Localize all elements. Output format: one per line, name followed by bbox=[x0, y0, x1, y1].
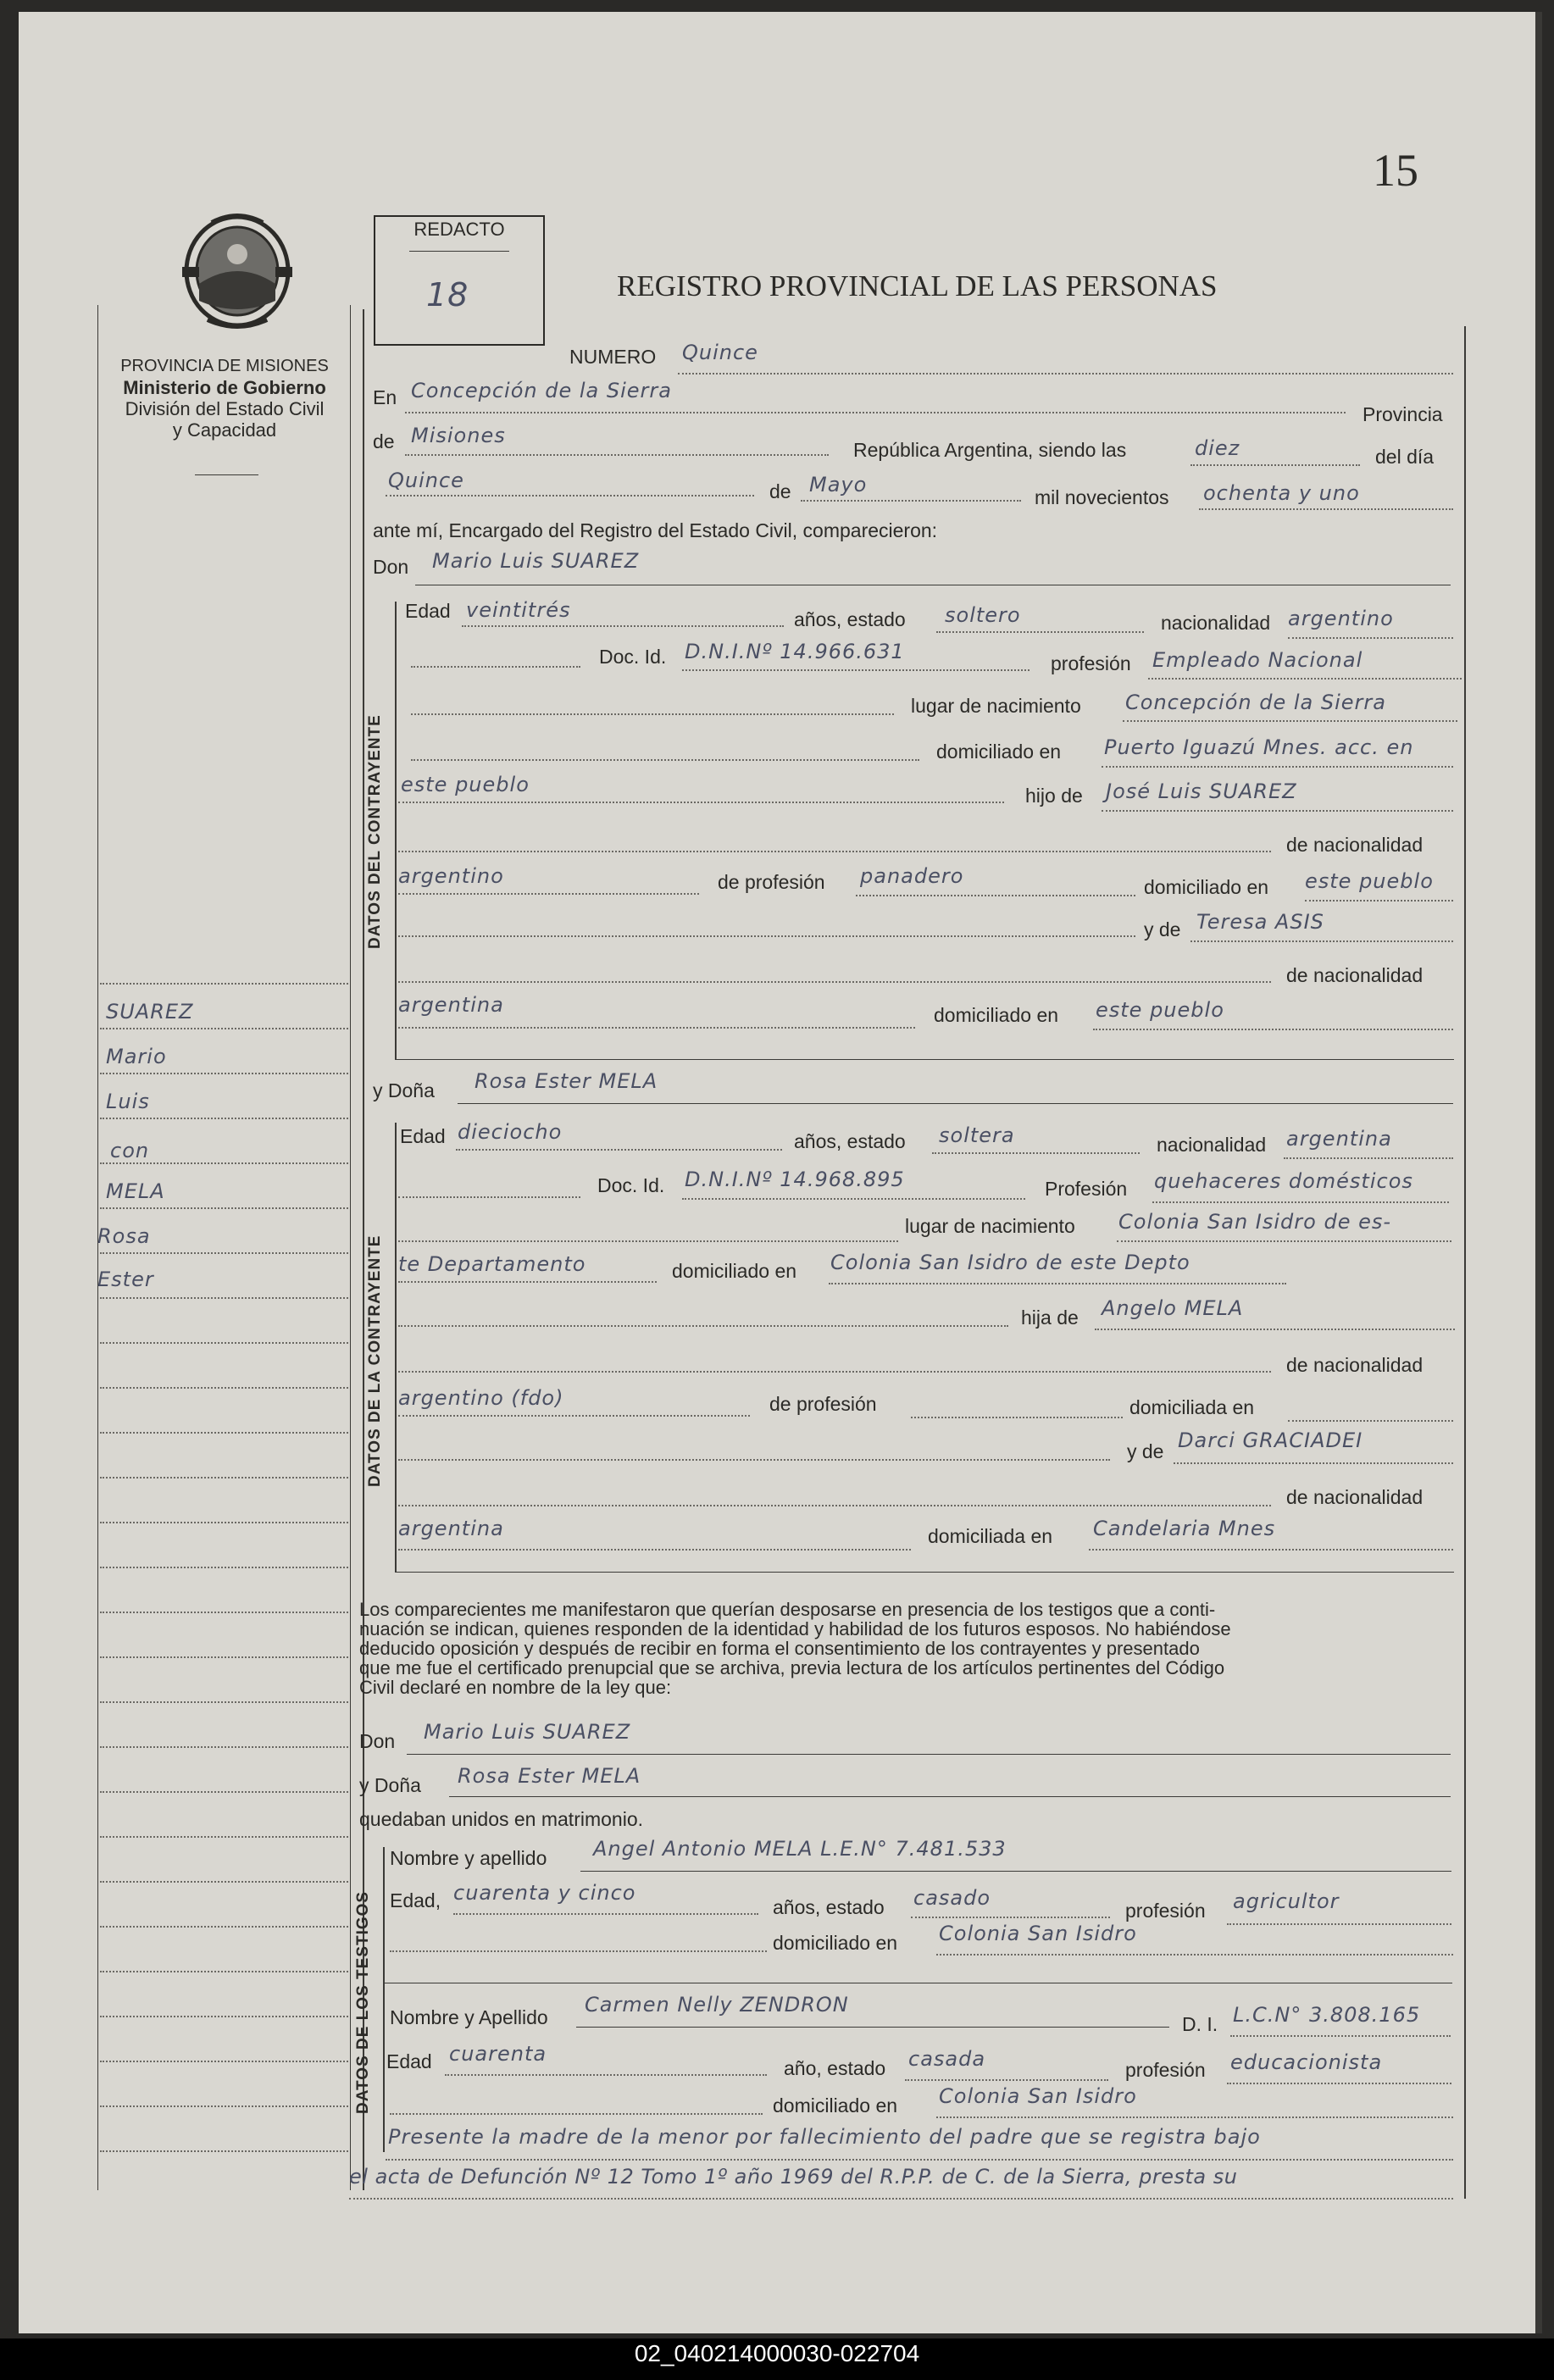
margin-surname-2: MELA bbox=[106, 1179, 165, 1203]
groom-mother-nationality: argentina bbox=[398, 993, 504, 1017]
bride-years-label: años, estado bbox=[794, 1130, 906, 1152]
bride-section-bracket bbox=[395, 1123, 397, 1572]
document-title: REGISTRO PROVINCIAL DE LAS PERSONAS bbox=[617, 269, 1218, 302]
groom-nationality: argentino bbox=[1288, 607, 1394, 630]
declaration-line: Los comparecientes me manifestaron que querían desposarse en presencia de los testigos que a conti- bbox=[359, 1599, 1216, 1620]
province-label: PROVINCIA DE MISIONES bbox=[120, 357, 329, 375]
decl-groom-name: Mario Luis SUAREZ bbox=[424, 1720, 631, 1744]
redacto-label: REDACTO bbox=[413, 219, 505, 240]
margin-right-border bbox=[350, 305, 351, 2190]
groom-profession-label: profesión bbox=[1051, 652, 1131, 674]
groom-nationality-label: nacionalidad bbox=[1161, 612, 1271, 634]
groom-father-nationality: argentino bbox=[398, 864, 504, 888]
groom-years-label: años, estado bbox=[794, 608, 906, 630]
groom-mother: Teresa ASIS bbox=[1196, 910, 1324, 934]
bride-name: Rosa Ester MELA bbox=[475, 1069, 658, 1093]
margin-rule-line bbox=[100, 1028, 348, 1029]
witness1-name: Angel Antonio MELA L.E.N° 7.481.533 bbox=[593, 1837, 1007, 1861]
witness1-civil-status: casado bbox=[913, 1886, 991, 1910]
groom-father: José Luis SUAREZ bbox=[1106, 779, 1297, 803]
witness2-domicile: Colonia San Isidro bbox=[939, 2084, 1137, 2108]
day-value: Quince bbox=[388, 469, 464, 492]
witness1-age: cuarenta y cinco bbox=[453, 1881, 636, 1905]
groom-section-label: DATOS DEL CONTRAYENTE bbox=[366, 714, 384, 949]
declaration-text bbox=[359, 1600, 1452, 1697]
page-number: 15 bbox=[1373, 145, 1418, 196]
groom-son-of-label: hijo de bbox=[1025, 785, 1083, 807]
margin-rule-line bbox=[100, 1881, 348, 1883]
ante-label: ante mí, Encargado del Registro del Estado Civil, comparecieron: bbox=[373, 519, 938, 541]
bride-civil-status: soltera bbox=[939, 1123, 1015, 1147]
left-header bbox=[85, 356, 364, 441]
margin-first-name: Mario bbox=[106, 1045, 167, 1068]
margin-surname: SUAREZ bbox=[106, 1000, 194, 1024]
bride-profession: quehaceres domésticos bbox=[1154, 1169, 1413, 1193]
bride-domicile: Colonia San Isidro de este Depto bbox=[830, 1251, 1190, 1274]
groom-mother-label: y de bbox=[1144, 918, 1181, 940]
numero-value: Quince bbox=[682, 341, 758, 364]
numero-label: NUMERO bbox=[569, 346, 657, 368]
don-label: Don bbox=[373, 556, 409, 578]
witness2-age-label: Edad bbox=[386, 2050, 432, 2072]
bride-profession-label: Profesión bbox=[1045, 1178, 1128, 1200]
groom-age-label: Edad bbox=[405, 600, 451, 622]
margin-second-name: Luis bbox=[106, 1090, 150, 1113]
redacto-value: 18 bbox=[426, 276, 469, 313]
bride-nationality-label: nacionalidad bbox=[1157, 1134, 1267, 1156]
witness2-years-label: año, estado bbox=[784, 2057, 886, 2079]
groom-domicile-label: domiciliado en bbox=[936, 741, 1062, 763]
bride-mother-domicile-label: domiciliada en bbox=[928, 1525, 1053, 1547]
margin-second-name-2: Ester bbox=[97, 1268, 154, 1291]
groom-age: veintitrés bbox=[466, 598, 571, 622]
groom-name: Mario Luis SUAREZ bbox=[432, 549, 640, 573]
margin-rule-line bbox=[100, 1297, 348, 1299]
ministry-label: Ministerio de Gobierno bbox=[123, 377, 326, 398]
de-label: de bbox=[373, 430, 395, 452]
margin-rule-line bbox=[100, 1567, 348, 1568]
groom-mother-domicile-label: domiciliado en bbox=[934, 1004, 1059, 1026]
bride-father-profession-label: de profesión bbox=[769, 1393, 877, 1415]
city-value: Concepción de la Sierra bbox=[411, 379, 672, 402]
bride-father-nationality: argentino (fdo) bbox=[398, 1386, 564, 1410]
groom-father-domicile: este pueblo bbox=[1305, 869, 1434, 893]
mil-label: mil novecientos bbox=[1035, 486, 1169, 508]
groom-father-nationality-label: de nacionalidad bbox=[1286, 834, 1424, 856]
bride-nationality: argentina bbox=[1286, 1127, 1392, 1151]
margin-rule-line bbox=[100, 1701, 348, 1703]
margin-rule-line bbox=[100, 2061, 348, 2062]
del-dia-label: del día bbox=[1375, 446, 1435, 468]
main-right-rule bbox=[1464, 326, 1466, 2199]
misiones-coat-of-arms bbox=[174, 208, 301, 339]
margin-rule-line bbox=[100, 1746, 348, 1748]
witness1-profession: agricultor bbox=[1233, 1889, 1340, 1913]
bride-father-domicile-label: domiciliada en bbox=[1129, 1396, 1255, 1418]
witness2-name-label: Nombre y Apellido bbox=[390, 2006, 548, 2028]
witness2-profession-label: profesión bbox=[1125, 2059, 1206, 2081]
bride-father: Angelo MELA bbox=[1102, 1296, 1244, 1320]
groom-mother-nationality-label: de nacionalidad bbox=[1286, 964, 1424, 986]
bride-section-label: DATOS DE LA CONTRAYENTE bbox=[366, 1234, 384, 1487]
margin-rule-line bbox=[100, 1477, 348, 1478]
bride-birthplace-cont: te Departamento bbox=[398, 1252, 586, 1276]
bride-birthplace-label: lugar de nacimiento bbox=[905, 1215, 1075, 1237]
groom-father-profession-label: de profesión bbox=[718, 871, 825, 893]
margin-rule-line bbox=[100, 1162, 348, 1164]
witness2-id-label: D. I. bbox=[1182, 2013, 1218, 2035]
groom-father-domicile-label: domiciliado en bbox=[1144, 876, 1269, 898]
decl-don-label: Don bbox=[359, 1730, 396, 1752]
groom-doc: D.N.I.Nº 14.966.631 bbox=[685, 640, 905, 663]
witness1-name-label: Nombre y apellido bbox=[390, 1847, 547, 1869]
groom-birthplace: Concepción de la Sierra bbox=[1125, 691, 1386, 714]
declaration-line: que me fue el certificado prenupcial que se archiva, previa lectura de los artículos pertinentes del Código bbox=[359, 1657, 1225, 1678]
groom-doc-label: Doc. Id. bbox=[599, 646, 667, 668]
decl-dona-label: y Doña bbox=[359, 1774, 421, 1796]
margin-rule-line bbox=[100, 1073, 348, 1074]
declaration-line: nuación se indican, quienes responden de la identidad y habilidad de los futuros esposos. No habiéndose bbox=[359, 1618, 1231, 1639]
groom-father-profession: panadero bbox=[860, 864, 964, 888]
year-value: ochenta y uno bbox=[1203, 481, 1360, 505]
hour-value: diez bbox=[1195, 436, 1240, 460]
bride-mother-domicile: Candelaria Mnes bbox=[1093, 1517, 1276, 1540]
bride-age: dieciocho bbox=[458, 1120, 563, 1144]
decl-bride-name: Rosa Ester MELA bbox=[458, 1764, 641, 1788]
division-label: División del Estado Civil bbox=[125, 398, 325, 419]
bride-mother: Darci GRACIADEI bbox=[1178, 1429, 1363, 1452]
witness2-domicile-label: domiciliado en bbox=[773, 2094, 898, 2116]
decl-closing: quedaban unidos en matrimonio. bbox=[359, 1808, 644, 1830]
witness1-domicile: Colonia San Isidro bbox=[939, 1922, 1137, 1945]
witness1-profession-label: profesión bbox=[1125, 1900, 1206, 1922]
margin-rule-line bbox=[100, 1252, 348, 1254]
witness1-age-label: Edad, bbox=[390, 1889, 441, 1911]
bride-doc-label: Doc. Id. bbox=[597, 1174, 665, 1196]
margin-rule-line bbox=[100, 1656, 348, 1658]
capacity-label: y Capacidad bbox=[172, 419, 277, 441]
notes-line-1: Presente la madre de la menor por fallecimiento del padre que se registra bajo bbox=[388, 2125, 1261, 2149]
declaration-line: deducido oposición y después de recibir en forma el consentimiento de los contrayentes y presentado bbox=[359, 1638, 1200, 1659]
groom-mother-domicile: este pueblo bbox=[1096, 998, 1224, 1022]
bride-birthplace: Colonia San Isidro de es- bbox=[1118, 1210, 1392, 1234]
witness2-profession: educacionista bbox=[1230, 2050, 1383, 2074]
margin-rule-line bbox=[100, 1522, 348, 1523]
margin-rule-line bbox=[100, 1926, 348, 1928]
margin-rule-line bbox=[100, 1207, 348, 1209]
witness1-years-label: años, estado bbox=[773, 1896, 885, 1918]
bride-mother-label: y de bbox=[1127, 1440, 1164, 1462]
republica-label: República Argentina, siendo las bbox=[853, 439, 1127, 461]
margin-rule-line bbox=[100, 2150, 348, 2152]
margin-rule-line bbox=[100, 1612, 348, 1613]
margin-con: con bbox=[110, 1139, 150, 1162]
witness2-name: Carmen Nelly ZENDRON bbox=[585, 1993, 849, 2017]
witness2-civil-status: casada bbox=[908, 2047, 986, 2071]
bride-mother-nationality: argentina bbox=[398, 1517, 504, 1540]
groom-section-bracket bbox=[395, 602, 397, 1059]
declaration-line: Civil declaré en nombre de la ley que: bbox=[359, 1677, 672, 1698]
witness-section-bracket bbox=[383, 1847, 385, 2152]
margin-rule-line bbox=[100, 2016, 348, 2017]
witness1-domicile-label: domiciliado en bbox=[773, 1932, 898, 1954]
redacto-box bbox=[374, 215, 545, 346]
margin-rule-line bbox=[100, 1118, 348, 1119]
bride-doc: D.N.I.Nº 14.968.895 bbox=[685, 1168, 905, 1191]
province-value: Misiones bbox=[411, 424, 506, 447]
provincia-label: Provincia bbox=[1363, 403, 1443, 425]
bride-daughter-of-label: hija de bbox=[1021, 1307, 1079, 1329]
bride-age-label: Edad bbox=[400, 1125, 446, 1147]
notes-line-2: el acta de Defunción Nº 12 Tomo 1º año 1969 del R.P.P. de C. de la Sierra, presta su bbox=[349, 2165, 1238, 2189]
de-mes-label: de bbox=[769, 480, 791, 502]
groom-profession: Empleado Nacional bbox=[1152, 648, 1363, 672]
footer-image-id: 02_040214000030-022704 bbox=[634, 2340, 920, 2366]
en-label: En bbox=[373, 386, 397, 408]
margin-rule-line bbox=[100, 1342, 348, 1344]
margin-rule-line bbox=[100, 1836, 348, 1838]
margin-first-name-2: Rosa bbox=[97, 1224, 151, 1248]
bride-mother-nationality-label: de nacionalidad bbox=[1286, 1486, 1424, 1508]
bride-father-nationality-label: de nacionalidad bbox=[1286, 1354, 1424, 1376]
margin-rule-line bbox=[100, 2105, 348, 2107]
margin-rule-line bbox=[100, 983, 348, 985]
groom-domicile: Puerto Iguazú Mnes. acc. en bbox=[1104, 735, 1414, 759]
margin-rule-line bbox=[100, 1791, 348, 1793]
margin-rule-line bbox=[100, 1432, 348, 1434]
bride-domicile-label: domiciliado en bbox=[672, 1260, 797, 1282]
margin-rule-line bbox=[100, 1387, 348, 1389]
month-value: Mayo bbox=[809, 473, 868, 497]
groom-civil-status: soltero bbox=[945, 603, 1021, 627]
witness2-age: cuarenta bbox=[449, 2042, 547, 2066]
margin-rule-line bbox=[100, 1971, 348, 1972]
witness2-id: L.C.N° 3.808.165 bbox=[1233, 2003, 1421, 2027]
witness-section-label: DATOS DE LOS TESTIGOS bbox=[354, 1890, 372, 2114]
bride-prefix-label: y Doña bbox=[373, 1079, 435, 1101]
groom-birthplace-label: lugar de nacimiento bbox=[911, 695, 1081, 717]
groom-domicile-cont: este pueblo bbox=[401, 773, 530, 796]
